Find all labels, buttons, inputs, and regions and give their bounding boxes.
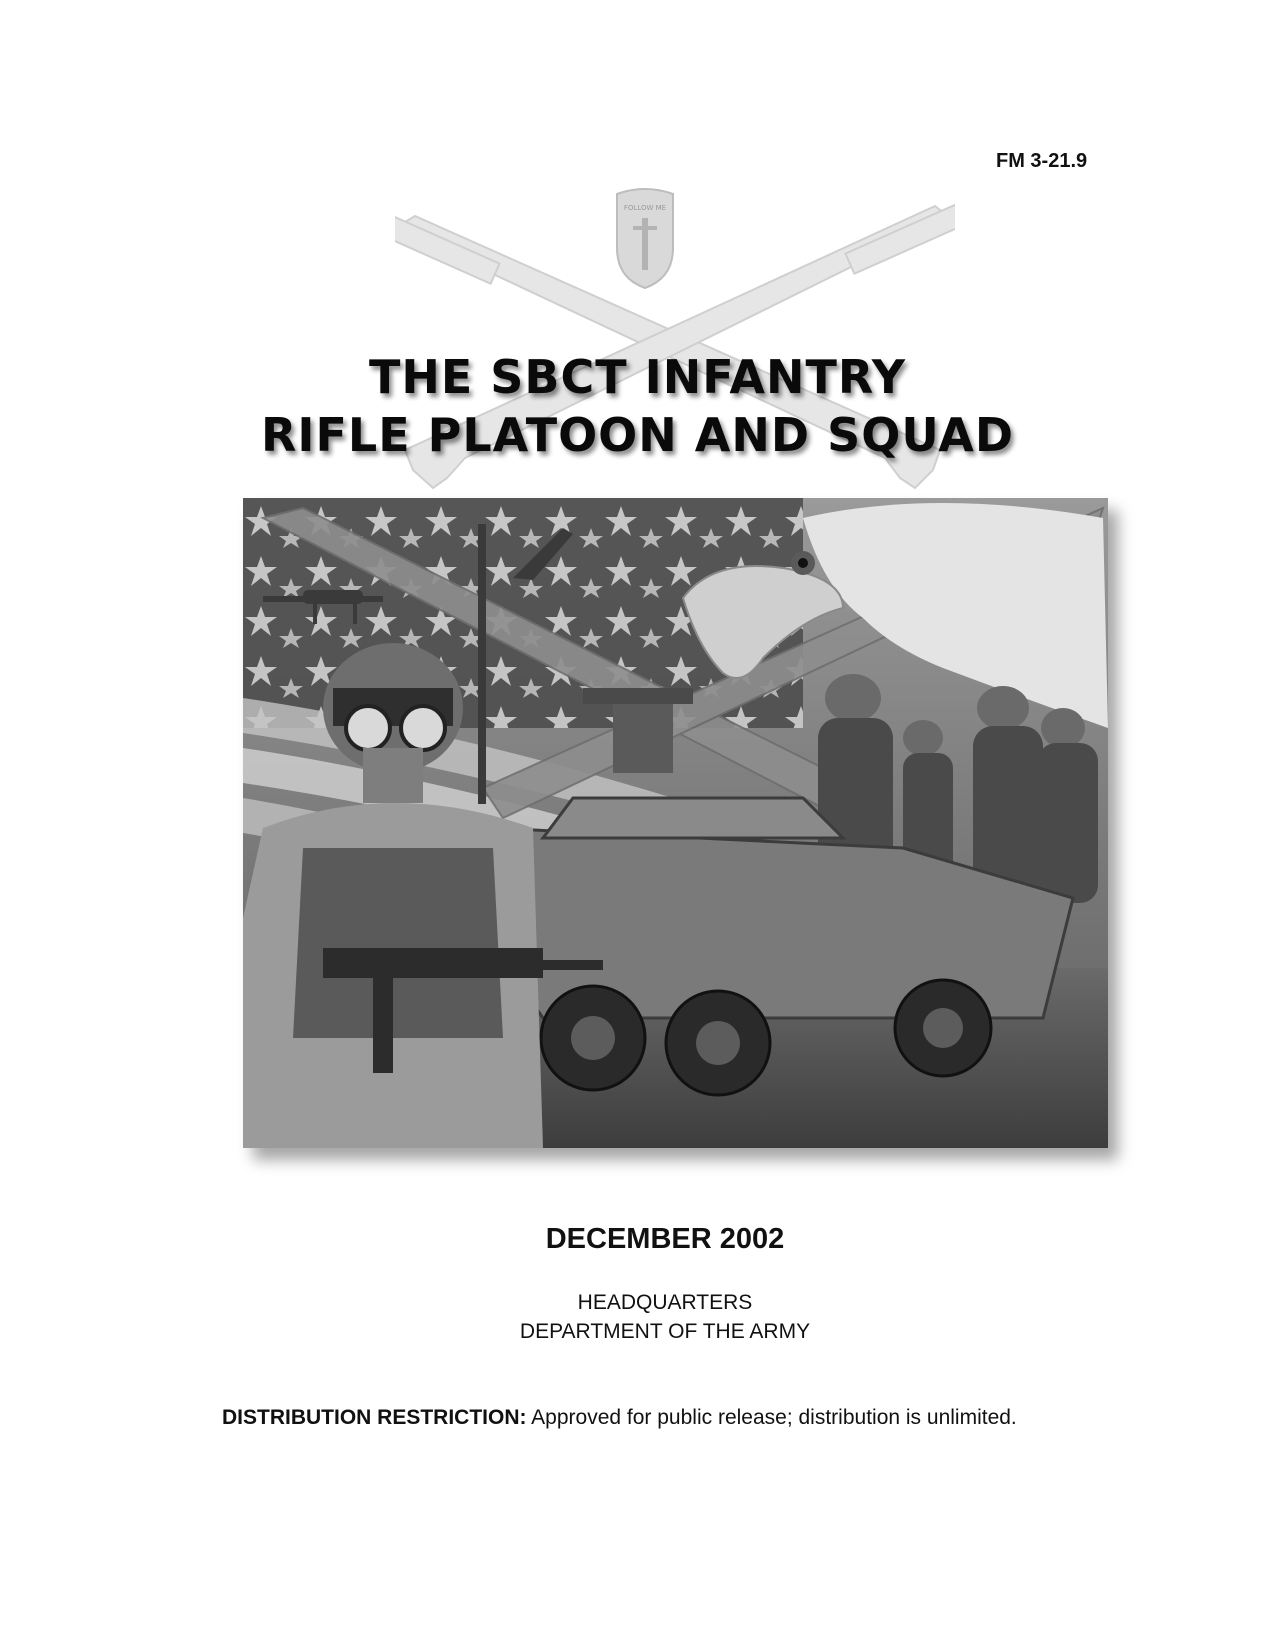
issuer-line-1: HEADQUARTERS: [577, 1291, 753, 1314]
issuing-authority: [0, 1288, 1275, 1346]
distribution-label: DISTRIBUTION RESTRICTION:: [222, 1406, 527, 1429]
distribution-text: Approved for public release; distribution is unlimited.: [526, 1406, 1017, 1429]
document-title: [0, 348, 1275, 464]
document-number: FM 3-21.9: [996, 150, 1088, 172]
cover-photo: [243, 498, 1108, 1148]
publication-date: DECEMBER 2002: [545, 1223, 785, 1255]
title-line-1: THE SBCT INFANTRY: [368, 350, 907, 404]
issuer-line-2: DEPARTMENT OF THE ARMY: [519, 1320, 811, 1343]
follow-me-shield-icon: [617, 189, 673, 288]
title-line-2: RIFLE PLATOON AND SQUAD: [260, 408, 1015, 462]
svg-text:FOLLOW ME: FOLLOW ME: [623, 204, 667, 212]
distribution-statement: [222, 1404, 1082, 1432]
